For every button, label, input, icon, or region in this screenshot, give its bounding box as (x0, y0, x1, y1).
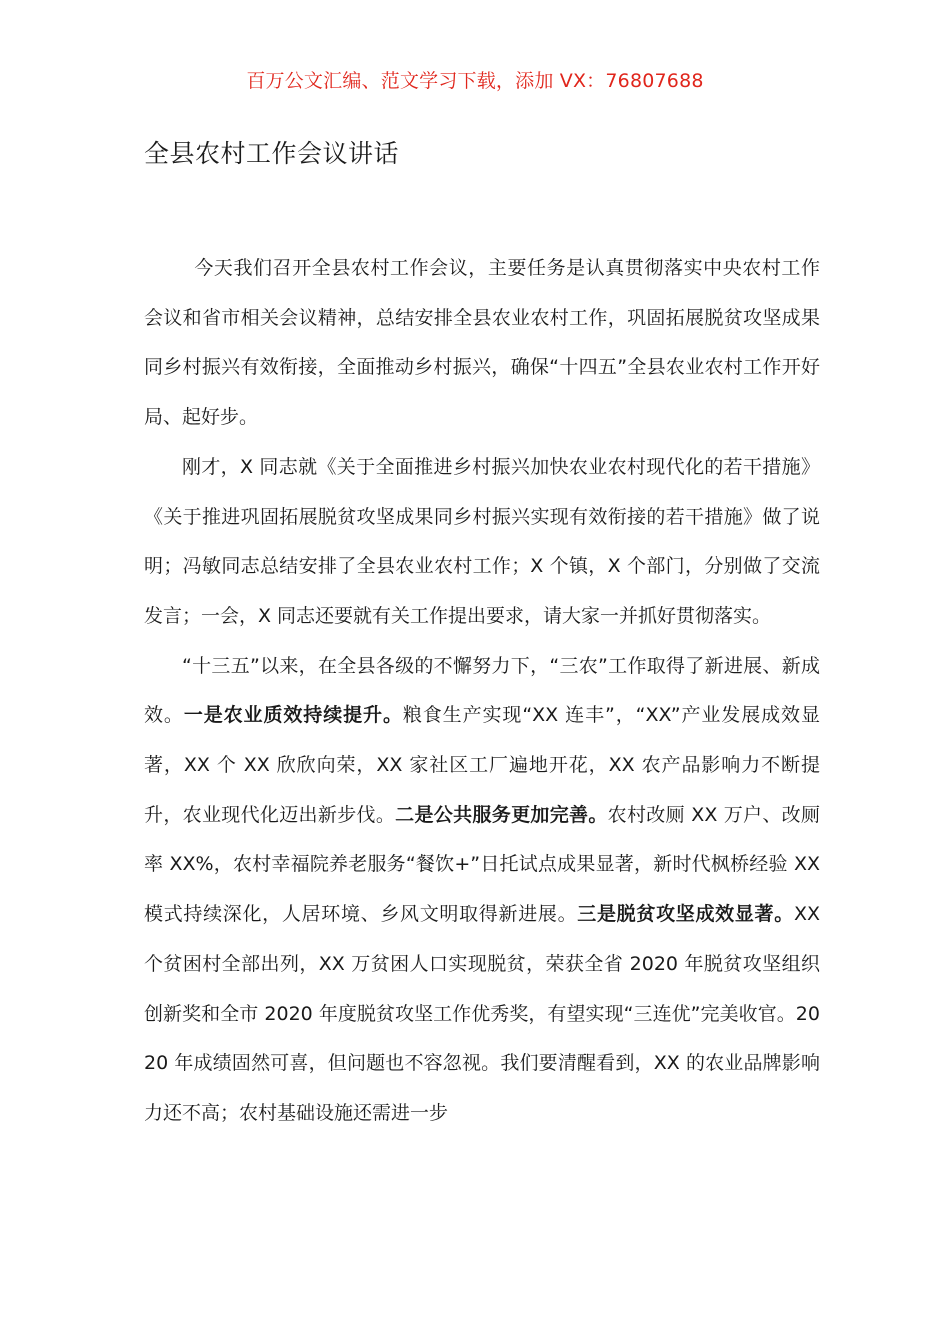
paragraph-achievements (144, 642, 820, 1139)
paragraph-opening: 今天我们召开全县农村工作会议，主要任务是认真贯彻落实中央农村工作会议和省市相关会议精神，总结安排全县农业农村工作，巩固拓展脱贫攻坚成果同乡村振兴有效衔接，全面推动乡村振兴，确保“十四五”全县农业农村工作开好局、起好步。 (144, 257, 820, 429)
document-title: 全县农村工作会议讲话 (144, 139, 400, 168)
point-2-heading: 二是公共服务更加完善。 (395, 803, 608, 826)
point-1-text: 粮食生产实现“XX 连丰”，“XX”产业发展成效显著，XX 个 XX 欣欣向荣，XX 家社区工厂遍地开花，XX 农产品影响力不断提升，农业现代化迈出新步伐。 (144, 704, 820, 826)
point-2-text: 农村改厕 XX 万户、改厕率 XX%，农村幸福院养老服务“餐饮+”日托试点成果显著，新时代枫桥经验 XX 模式持续深化，人居环境、乡风文明取得新进展。 (144, 803, 820, 926)
promo-banner: 百万公文汇编、范文学习下载，添加 VX：76807688 (246, 70, 704, 92)
achievements-intro: “十三五”以来，在全县各级的不懈努力下，“三农”工作取得了新进展、新成效。 (144, 654, 820, 727)
point-3-heading: 三是脱贫攻坚成效显著。 (577, 903, 794, 926)
document-body (144, 244, 820, 1139)
paragraph-review: 刚才，X 同志就《关于全面推进乡村振兴加快农业农村现代化的若干措施》《关于推进巩固拓展脱贫攻坚成果同乡村振兴实现有效衔接的若干措施》做了说明；冯敏同志总结安排了全县农业农村工作；X 个镇，X 个部门，分别做了交流发言；一会，X 同志还要就有关工作提出要求，请大家一并抓好贯彻落实。 (144, 455, 820, 627)
point-3-text: XX 个贫困村全部出列，XX 万贫困人口实现脱贫，荣获全省 2020 年脱贫攻坚组织创新奖和全市 2020 年度脱贫攻坚工作优秀奖，有望实现“三连优”完美收官。2020 年成绩固然可喜，但问题也不容忽视。我们要清醒看到，XX 的农业品牌影响力还不高；农村基础设施还需进一步 (144, 903, 820, 1124)
point-1-heading: 一是农业质效持续提升。 (183, 704, 403, 727)
